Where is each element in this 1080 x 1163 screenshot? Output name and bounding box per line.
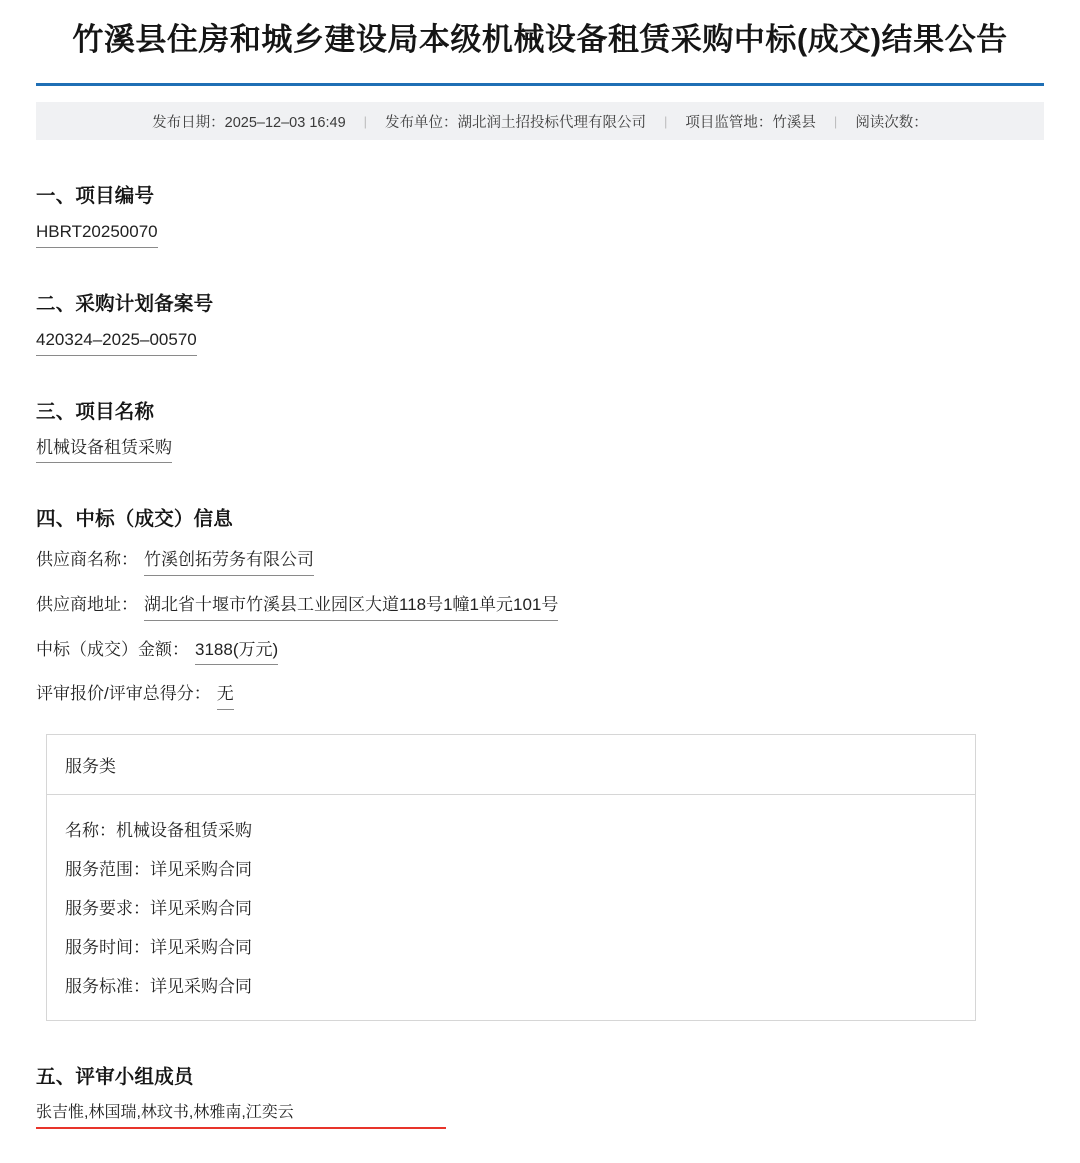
meta-separator-1: | (363, 113, 368, 129)
meta-separator-2: | (664, 113, 668, 129)
supplier-name-value: 竹溪创拓劳务有限公司 (144, 548, 314, 576)
project-name-value: 机械设备租赁采购 (36, 436, 172, 464)
review-price-value: 无 (217, 682, 234, 710)
document-body (36, 180, 1044, 1163)
section-heading-project-number: 一、项目编号 (36, 185, 155, 208)
meta-bar (36, 102, 1044, 140)
table-row: 服务范围：详见采购合同 (65, 859, 252, 879)
meta-separator-3: | (833, 113, 838, 129)
service-detail-table-body (47, 795, 975, 1020)
table-row: 名称：机械设备租赁采购 (65, 820, 252, 840)
page-title: 竹溪县住房和城乡建设局本级机械设备租赁采购中标(成交)结果公告 (72, 22, 1008, 57)
review-panel-value-wrap (36, 1101, 1044, 1129)
supervisor-value: 竹溪县 (772, 114, 816, 131)
publish-date-label: 发布日期： (152, 114, 225, 131)
section-heading-project-name: 三、项目名称 (36, 400, 155, 423)
title-divider (36, 83, 1044, 86)
table-row: 服务时间：详见采购合同 (65, 937, 252, 957)
bottom-spacer (36, 1129, 1044, 1163)
plan-record-number-value: 420324–2025–00570 (36, 328, 197, 356)
review-price-label: 评审报价/评审总得分： (36, 684, 211, 704)
table-row: 服务标准：详见采购合同 (65, 976, 252, 996)
project-number-value-wrap (36, 220, 1044, 248)
publish-date-value: 2025–12–03 16:49 (224, 114, 346, 131)
service-detail-table (46, 734, 976, 1021)
supervisor-location (683, 111, 818, 132)
table-row: 服务要求：详见采购合同 (65, 898, 252, 918)
project-number-value: HBRT20250070 (36, 220, 158, 248)
publisher-label: 发布单位： (385, 114, 458, 131)
section-heading-award-info: 四、中标（成交）信息 (36, 508, 234, 531)
publish-date (150, 111, 347, 132)
award-amount-row (36, 635, 1044, 666)
view-count (853, 111, 930, 132)
plan-record-number-value-wrap (36, 328, 1044, 356)
review-panel-value: 张吉惟,林国瑞,林玟书,林雅南,江奕云 (36, 1101, 446, 1129)
supplier-name-row (36, 545, 1044, 576)
review-price-row (36, 679, 1044, 710)
section-heading-plan-record-number: 二、采购计划备案号 (36, 293, 214, 316)
service-detail-table-header: 服务类 (47, 735, 975, 795)
award-amount-value: 3188(万元) (195, 638, 278, 666)
project-name-value-wrap (36, 436, 1044, 464)
supplier-address-value: 湖北省十堰市竹溪县工业园区大道118号1幢1单元101号 (144, 593, 558, 621)
publisher-value: 湖北润土招投标代理有限公司 (457, 114, 647, 131)
supplier-name-label: 供应商名称： (36, 550, 138, 570)
section-heading-review-panel: 五、评审小组成员 (36, 1065, 194, 1088)
supervisor-label: 项目监管地： (685, 114, 773, 131)
supplier-address-row (36, 590, 1044, 621)
publisher (383, 111, 648, 132)
supplier-address-label: 供应商地址： (36, 594, 138, 614)
award-amount-label: 中标（成交）金额： (36, 639, 189, 659)
view-count-label: 阅读次数： (855, 114, 928, 131)
